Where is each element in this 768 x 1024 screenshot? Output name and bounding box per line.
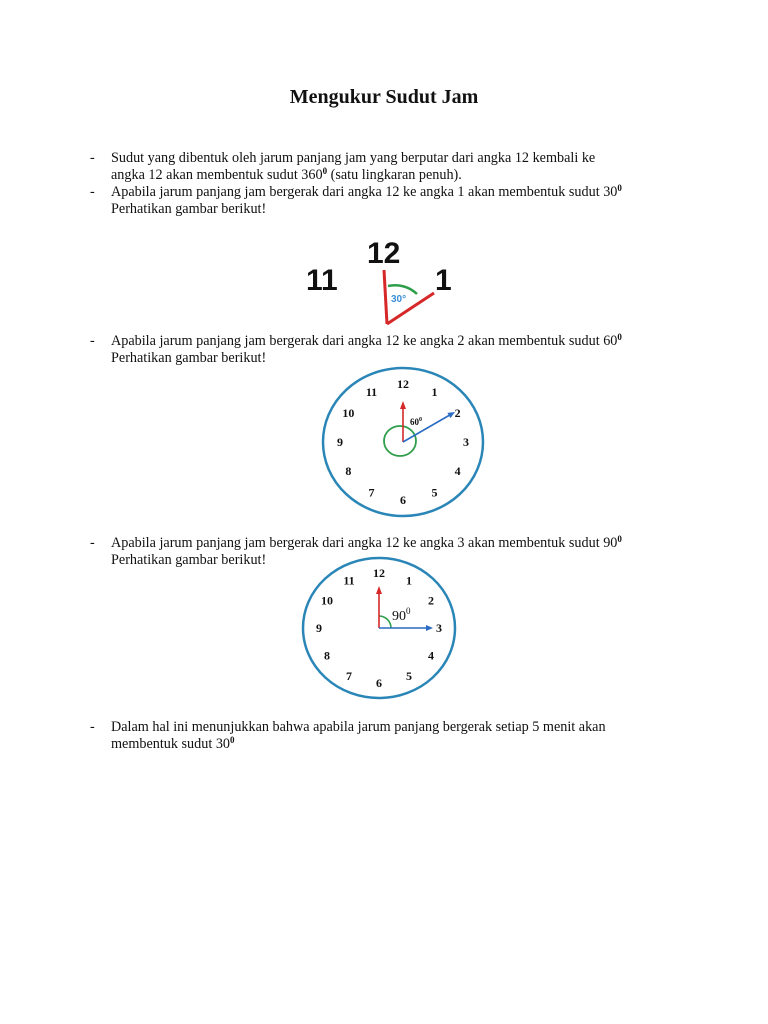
clock-numeral: 8 xyxy=(345,464,352,479)
bullet-angle-30 xyxy=(90,184,675,218)
arrowhead-icon xyxy=(376,586,382,594)
clock-numeral: 10 xyxy=(342,406,355,421)
clock-numeral: 3 xyxy=(436,621,442,636)
clock-numeral: 11 xyxy=(343,573,355,588)
degree-superscript: 0 xyxy=(617,534,622,544)
arrowhead-icon xyxy=(400,401,406,409)
bullet-dash: - xyxy=(90,184,95,200)
numeral-1: 1 xyxy=(435,264,452,297)
bullet-line: Dalam hal ini menunjukkan bahwa apabila jarum panjang bergerak setiap 5 menit akan xyxy=(111,719,606,735)
clock-numeral: 12 xyxy=(397,377,409,392)
clock-numeral: 2 xyxy=(454,406,461,421)
clock-numeral: 6 xyxy=(400,493,406,508)
bullet-conclusion xyxy=(90,719,675,753)
arrowhead-icon xyxy=(426,625,433,631)
degree-superscript: 0 xyxy=(230,735,235,745)
angle-label: $60^0$ xyxy=(410,417,422,427)
bullet-line: Apabila jarum panjang jam bergerak dari angka 12 ke angka 3 akan membentuk sudut $90^0$ xyxy=(111,534,622,551)
bullet-full-circle xyxy=(90,150,675,184)
page-title: Mengukur Sudut Jam xyxy=(289,86,479,108)
clock-numeral: 12 xyxy=(373,566,385,581)
bullet-dash: - xyxy=(90,535,95,551)
clock-numeral: 7 xyxy=(346,668,352,683)
angle-label: $90^0$ xyxy=(392,606,411,624)
clock-numeral: 1 xyxy=(406,573,412,588)
angle-circle xyxy=(384,426,416,456)
bullet-line: angka 12 akan membentuk sudut $360^0$ (satu lingkaran penuh). xyxy=(111,166,462,183)
bullet-line: Perhatikan gambar berikut! xyxy=(111,552,267,568)
clock-numeral: 8 xyxy=(324,648,330,663)
angle-arc xyxy=(388,285,417,294)
bullet-line: Sudut yang dibentuk oleh jarum panjang jam yang berputar dari angka 12 kembali ke xyxy=(111,150,596,166)
clock-numeral: 10 xyxy=(321,593,333,608)
clock-numeral: 6 xyxy=(376,676,382,691)
bullet-line: Apabila jarum panjang jam bergerak dari angka 12 ke angka 2 akan membentuk sudut $60^0$ xyxy=(111,332,622,349)
clock-numeral: 2 xyxy=(428,593,434,608)
clock-numeral: 7 xyxy=(368,485,375,500)
bullet-line: membentuk sudut $30^0$ xyxy=(111,735,235,752)
numeral-11: 11 xyxy=(306,264,338,297)
clock-numeral: 4 xyxy=(454,464,461,479)
degree-superscript: 0 xyxy=(617,332,622,342)
clock-numeral: 1 xyxy=(431,385,438,399)
angle-arc xyxy=(379,616,391,628)
clock-numeral: 11 xyxy=(365,385,378,399)
clock-60-degree xyxy=(318,365,488,520)
clock-numeral: 3 xyxy=(463,435,469,450)
bullet-dash: - xyxy=(90,719,95,735)
bullet-angle-60 xyxy=(90,333,675,367)
clock-90-degree xyxy=(300,556,465,706)
hand-to-12 xyxy=(384,270,387,324)
degree-superscript: 0 xyxy=(322,166,328,176)
clock-numeral: 5 xyxy=(406,668,412,683)
numeral-12: 12 xyxy=(367,237,401,270)
angle-label: 30° xyxy=(391,294,407,305)
bullet-dash: - xyxy=(90,150,95,166)
clock-numeral: 9 xyxy=(337,435,343,450)
bullet-line: Perhatikan gambar berikut! xyxy=(111,350,267,366)
bullet-line: Perhatikan gambar berikut! xyxy=(111,201,267,217)
bullet-line: Apabila jarum panjang jam bergerak dari angka 12 ke angka 1 akan membentuk sudut $30^0$ xyxy=(111,183,622,200)
figure-30-degree xyxy=(300,230,470,330)
clock-numeral: 4 xyxy=(428,648,434,663)
bullet-dash: - xyxy=(90,333,95,349)
clock-numeral: 5 xyxy=(431,485,438,500)
clock-numeral: 9 xyxy=(316,621,322,636)
degree-superscript: 0 xyxy=(617,183,622,193)
